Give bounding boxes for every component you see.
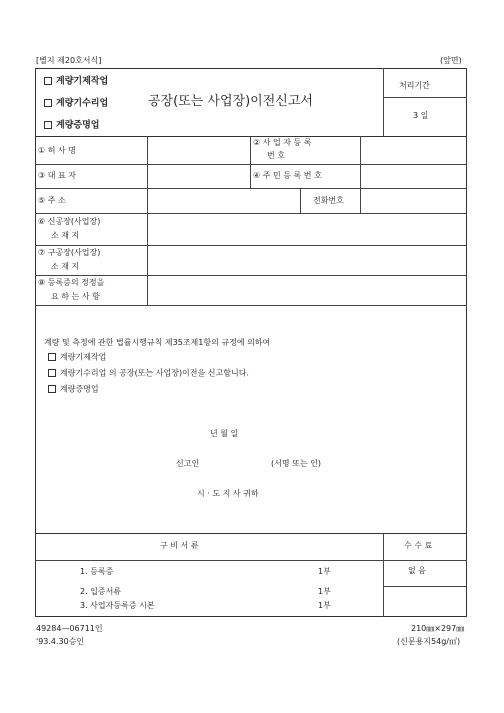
docs-top-line [35, 533, 467, 534]
title-divider [35, 136, 467, 137]
checkbox-icon[interactable] [48, 353, 56, 361]
option-certification: 계량증명업 [44, 121, 99, 131]
fee-header: 수 수 료 [404, 541, 433, 550]
row-divider [35, 245, 467, 246]
document-qty-2: 1부 [318, 587, 331, 596]
declaration-date: 년 월 일 [210, 429, 239, 438]
address-label: ⑤ 주 소 [38, 196, 66, 205]
docs-header-line [35, 560, 467, 561]
checkbox-icon[interactable] [44, 77, 52, 85]
row-divider [35, 213, 467, 214]
option-manufacture: 계량기제작업 [44, 77, 108, 87]
address-phone-divider [300, 188, 301, 213]
new-site-label-1: ⑥ 신공장(사업장) [38, 217, 101, 226]
title-period-divider [383, 68, 384, 136]
new-site-label-2: 소 재 지 [51, 231, 80, 240]
period-label: 처리기간 [399, 81, 430, 90]
fee-column-divider [383, 533, 384, 617]
check-item-label-1: ⑧ 등록증의 정정을 [38, 278, 105, 287]
row-divider [35, 275, 467, 276]
footer-paper: (신문용지54g/㎡) [397, 637, 461, 646]
checkbox-icon[interactable] [44, 99, 52, 107]
applicant-label: 신고인 [176, 459, 200, 468]
address-phone-divider [360, 188, 361, 213]
checkbox-icon[interactable] [44, 121, 52, 129]
row-divider [35, 305, 467, 306]
declaration-option-manufacture: 계량기제작업 [48, 353, 106, 362]
document-item-1: 1. 등록증 [80, 567, 114, 576]
row-divider [35, 164, 467, 165]
representative-label: ③ 대 표 자 [38, 171, 76, 180]
recipient-label: 시 · 도 지 사 귀하 [197, 489, 259, 498]
document-item-3: 3. 사업자등록증 시본 [80, 601, 155, 610]
document-item-2: 2. 입증서류 [80, 587, 122, 596]
fee-bottom-line [383, 586, 467, 587]
biz-reg-label-1: ② 사 업 자 등 록 [253, 138, 312, 147]
old-site-label-1: ⑦ 구공장(사업장) [38, 248, 101, 257]
option-repair: 계량기수리업 [44, 99, 108, 109]
form-number: [별지 제20호서식] [36, 56, 102, 65]
resident-no-label: ④ 주 민 등 록 번 호 [253, 171, 322, 180]
check-item-label-2: 요 하 는 사 항 [51, 292, 100, 301]
fee-value: 없 음 [408, 566, 426, 575]
declaration-intro: 계량 및 측정에 관한 법률시행규칙 제35조제1항의 규정에 의하여 [44, 338, 271, 347]
period-divider [383, 97, 467, 98]
checkbox-icon[interactable] [48, 369, 56, 377]
document-qty-1: 1부 [318, 567, 331, 576]
declaration-option-certification: 계량증명업 [48, 385, 99, 394]
label-column-divider [147, 136, 148, 305]
footer-code: 49284—06711인 [36, 624, 103, 633]
checkbox-icon[interactable] [48, 385, 56, 393]
phone-label: 전화번호 [313, 196, 344, 205]
old-site-label-2: 소 재 지 [51, 262, 80, 271]
mid-column-divider [360, 136, 361, 188]
mid-column-divider [250, 136, 251, 188]
period-value: 3 일 [413, 111, 429, 120]
document-qty-3: 1부 [318, 601, 331, 610]
row-divider [35, 188, 467, 189]
documents-header: 구 비 서 류 [160, 541, 199, 550]
biz-reg-label-2: 번 호 [267, 151, 285, 160]
footer-size: 210㎜×297㎜ [411, 624, 465, 633]
footer-approval: '93.4.30승인 [36, 637, 85, 646]
signature-label: (서명 또는 인) [271, 459, 321, 468]
page-side-label: (앞면) [440, 56, 462, 65]
form-title: 공장(또는 사업장)이전신고서 [148, 94, 313, 109]
name-label: ① 허 사 명 [38, 146, 76, 155]
declaration-option-repair: 계량기수리업 의 공장(또는 사업장)이전을 신고합니다. [48, 369, 249, 378]
